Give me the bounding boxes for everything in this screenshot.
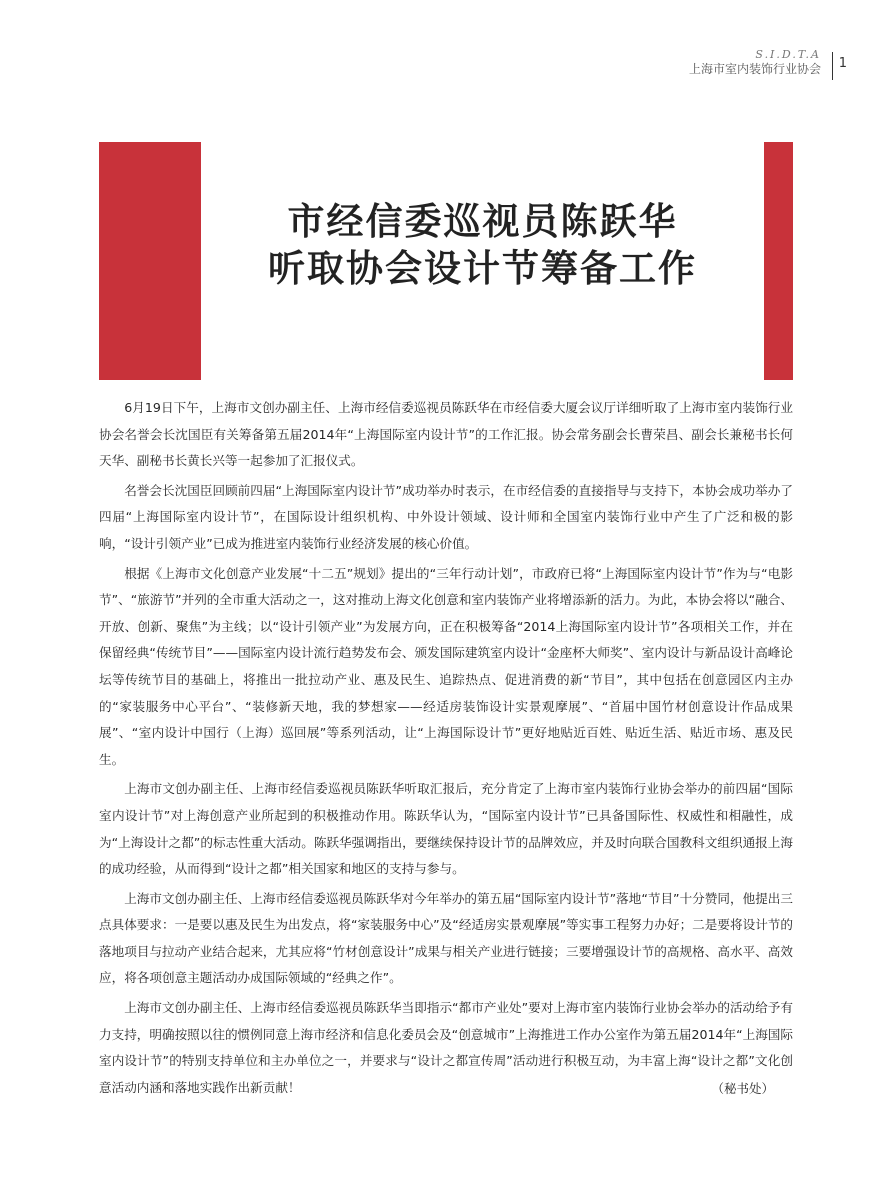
org-name: 上海市室内装饰行业协会 (688, 62, 821, 76)
org-abbreviation: S.I.D.T.A (755, 48, 821, 61)
paragraph: 上海市文创办副主任、上海市经信委巡视员陈跃华对今年举办的第五届“国际室内设计节”落地“节目”十分赞同，他提出三点具体要求：一是要以惠及民生为出发点，将“家装服务中心”及“经适房实景观摩展”等实事工程努力办好；二是要将设计节的落地项目与拉动产业结合起来，尤其应将“竹材创意设计”成果与相关产业进行链接；三要增强设计节的高规格、高水平、高效应，将各项创意主题活动办成国际领域的“经典之作”。 (99, 890, 793, 986)
paragraph: 6月19日下午，上海市文创办副主任、上海市经信委巡视员陈跃华在市经信委大厦会议厅详细听取了上海市室内装饰行业协会名誉会长沈国臣有关筹备第五届2014年“上海国际室内设计节”的工作汇报。协会常务副会长曹荣昌、副会长兼秘书长何天华、副秘书长黄长兴等一起参加了汇报仪式。 (99, 400, 793, 469)
header-divider (832, 52, 834, 80)
title-line-1: 市经信委巡视员陈跃华 (287, 199, 678, 243)
red-banner-right (764, 142, 793, 380)
title-line-2: 听取协会设计节筹备工作 (268, 246, 697, 290)
article-body (99, 395, 793, 1104)
paragraph: 上海市文创办副主任、上海市经信委巡视员陈跃华听取汇报后，充分肯定了上海市室内装饰行业协会举办的前四届“国际室内设计节”对上海创意产业所起到的积极推动作用。陈跃华认为，“国际室内设计节”已具备国际性、权威性和相融性，成为“上海设计之都”的标志性重大活动。陈跃华强调指出，要继续保持设计节的品牌效应，并及时向联合国教科文组织通报上海的成功经验，从而得到“设计之都”相关国家和地区的支持与参与。 (99, 781, 793, 877)
paragraph: 名誉会长沈国臣回顾前四届“上海国际室内设计节”成功举办时表示，在市经信委的直接指导与支持下，本协会成功举办了四届“上海国际室内设计节”，在国际设计组织机构、中外设计领域、设计师和全国室内装饰行业中产生了广泛和极的影响，“设计引领产业”已成为推进室内装饰行业经济发展的核心价值。 (99, 482, 793, 551)
article-title (201, 198, 764, 292)
red-banner-left (99, 142, 201, 380)
paragraph: 上海市文创办副主任、上海市经信委巡视员陈跃华当即指示“都市产业处”要对上海市室内装饰行业协会举办的活动给予有力支持，明确按照以往的惯例同意上海市经济和信息化委员会及“创意城市”上海推进工作办公室作为第五届2014年“上海国际室内设计节”的特别支持单位和主办单位之一，并要求与“设计之都宣传周”活动进行积极互动，为丰富上海“设计之都”文化创意活动内涵和落地实践作出新贡献！ (99, 1000, 793, 1095)
page-header (689, 48, 821, 77)
page-number: 1 (838, 56, 847, 71)
paragraph: 根据《上海市文化创意产业发展“十二五”规划》提出的“三年行动计划”，市政府已将“上海国际室内设计节”作为与“电影节”、“旅游节”并列的全市重大活动之一，这对推动上海文化创意和室内装饰产业将增添新的活力。为此，本协会将以“融合、开放、创新、聚焦”为主线；以“设计引领产业”为发展方向，正在积极筹备“2014上海国际室内设计节”各项相关工作，并在保留经典“传统节目”——国际室内设计流行趋势发布会、颁发国际建筑室内设计“金座杯大师奖”、室内设计与新品设计高峰论坛等传统节目的基础上，将推出一批拉动产业、惠及民生、追踪热点、促进消费的新“节目”，其中包括在创意园区内主办的“家装服务中心平台”、“装修新天地，我的梦想家——经适房装饰设计实景观摩展”、“首届中国竹材创意设计作品成果展”、“室内设计中国行（上海）巡回展”等系列活动，让“上海国际设计节”更好地贴近百姓、贴近生活、贴近市场、惠及民生。 (99, 565, 793, 767)
signature: （秘书处） (711, 1081, 774, 1096)
